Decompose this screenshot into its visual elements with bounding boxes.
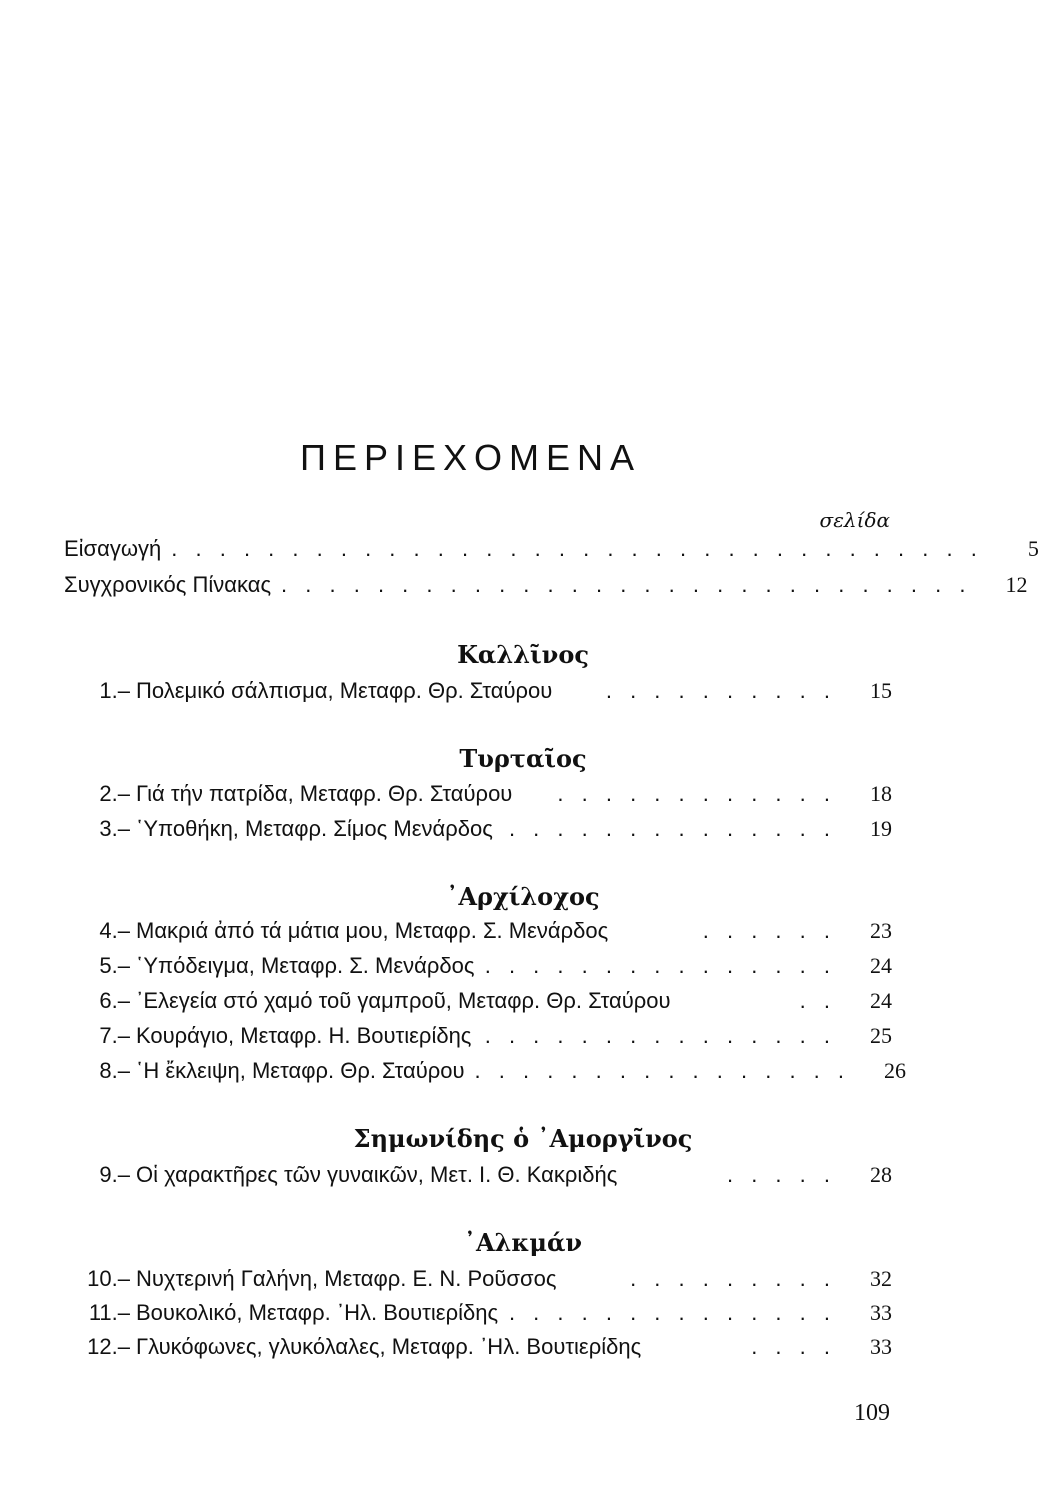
- entry-title: Οἱ χαρακτῆρες τῶν γυναικῶν, Μετ. Ι. Θ. Κακριδής: [136, 1162, 618, 1187]
- leader-dots: . . . .: [751, 1334, 836, 1359]
- entry-number: 4.–: [99, 918, 130, 943]
- entry-number: 7.–: [99, 1023, 130, 1048]
- entry-page-number: 15: [870, 678, 892, 703]
- entry-page-number: 25: [870, 1023, 892, 1048]
- entry-title: Συγχρονικός Πίνακας: [64, 572, 272, 597]
- entry-number: 5.–: [99, 953, 130, 978]
- toc-entry-6: [64, 984, 892, 1018]
- page-folio-number: 109: [854, 1400, 890, 1426]
- leader-dots: . . . . . . . . . . . .: [557, 781, 836, 806]
- entry-title: Γιά τήν πατρίδα, Μεταφρ. Θρ. Σταύρου: [136, 781, 513, 806]
- toc-entry-4: [64, 914, 892, 948]
- entry-title: Εἰσαγωγή: [64, 536, 162, 561]
- entry-page-number: 33: [870, 1300, 892, 1325]
- leader-dots: . . . . . . . . . . . . . .: [508, 816, 836, 841]
- entry-title: ᾿Ελεγεία στό χαμό τοῦ γαμπροῦ, Μεταφρ. Θρ. Σταύρου: [136, 988, 671, 1013]
- entry-number: 6.–: [99, 988, 130, 1013]
- entry-page-number: 28: [870, 1162, 892, 1187]
- entry-number: 11.–: [88, 1300, 130, 1325]
- section-heading-tyrtaios: Τυρταῖος: [459, 744, 587, 773]
- leader-dots: . . . . . .: [702, 918, 836, 943]
- leader-dots: . . . . .: [726, 1162, 836, 1187]
- entry-title: ῾Η ἔκλειψη, Μεταφρ. Θρ. Σταύρου: [136, 1058, 465, 1083]
- leader-dots: . . . . . . . . . . . . . . . .: [474, 1058, 851, 1083]
- entry-title: Πολεμικό σάλπισμα, Μεταφρ. Θρ. Σταύρου: [136, 678, 553, 703]
- leader-dots: . . . . . . . . . . . . . . . . . . . . . . . . . . . . . . . . . .: [171, 536, 983, 561]
- toc-entry-1: [64, 674, 892, 708]
- leader-dots: . . . . . . . . .: [630, 1266, 836, 1291]
- entry-page-number: 18: [870, 781, 892, 806]
- toc-entry-introduction: [64, 532, 1039, 566]
- toc-entry-11: [64, 1296, 892, 1330]
- entry-title: Κουράγιο, Μεταφρ. Η. Βουτιερίδης: [136, 1023, 472, 1048]
- entry-title: Νυχτερινή Γαλήνη, Μεταφρ. Ε. Ν. Ροῦσσος: [136, 1266, 557, 1291]
- leader-dots: . . . . . . . . . .: [605, 678, 836, 703]
- entry-number: 9.–: [99, 1162, 130, 1187]
- toc-entry-3: [64, 812, 892, 846]
- entry-page-number: 26: [884, 1058, 907, 1083]
- toc-entry-10: [64, 1262, 892, 1296]
- entry-title: ῾Υπόδειγμα, Μεταφρ. Σ. Μενάρδος: [136, 953, 475, 978]
- entry-number: 12.–: [87, 1334, 130, 1359]
- entry-page-number: 23: [870, 918, 892, 943]
- entry-number: 1.–: [99, 678, 130, 703]
- toc-entry-7: [64, 1019, 892, 1053]
- entry-number: 10.–: [87, 1266, 130, 1291]
- entry-page-number: 24: [870, 953, 892, 978]
- entry-title: ῾Υποθήκη, Μεταφρ. Σίμος Μενάρδος: [136, 816, 493, 841]
- entry-page-number: 32: [870, 1266, 892, 1291]
- toc-entry-8: [64, 1054, 907, 1088]
- leader-dots: . .: [799, 988, 836, 1013]
- toc-entry-12: [64, 1330, 892, 1364]
- section-heading-archilochos: ᾿Αρχίλοχος: [446, 882, 600, 911]
- entry-title: Μακριά ἀπό τά μάτια μου, Μεταφρ. Σ. Μενάρδος: [136, 918, 609, 943]
- section-heading-semonides: Σημωνίδης ὁ ᾿Αμοργῖνος: [353, 1124, 693, 1153]
- entry-title: Γλυκόφωνες, γλυκόλαλες, Μεταφρ. ᾿Ηλ. Βουτιερίδης: [136, 1334, 642, 1359]
- section-heading-kallinos: Καλλῖνος: [457, 640, 589, 669]
- entry-page-number: 5: [1027, 536, 1039, 561]
- toc-entry-2: [64, 777, 892, 811]
- entry-number: 3.–: [99, 816, 130, 841]
- page-title: ΠΕΡΙΕΧΟΜΕΝΑ: [300, 437, 642, 478]
- page-column-label: σελίδα: [819, 508, 890, 532]
- leader-dots: . . . . . . . . . . . . . . .: [484, 1023, 836, 1048]
- entry-page-number: 33: [870, 1334, 892, 1359]
- entry-page-number: 19: [870, 816, 892, 841]
- leader-dots: . . . . . . . . . . . . . .: [508, 1300, 836, 1325]
- leader-dots: . . . . . . . . . . . . . . .: [484, 953, 836, 978]
- entry-page-number: 12: [1005, 572, 1028, 597]
- toc-entry-9: [64, 1158, 892, 1192]
- entry-number: 8.–: [99, 1058, 130, 1083]
- entry-number: 2.–: [99, 781, 130, 806]
- section-heading-alkman: ᾿Αλκμάν: [463, 1228, 583, 1257]
- toc-entry-5: [64, 949, 892, 983]
- entry-page-number: 24: [870, 988, 892, 1013]
- entry-title: Βουκολικό, Μεταφρ. ᾿Ηλ. Βουτιερίδης: [136, 1300, 499, 1325]
- leader-dots: . . . . . . . . . . . . . . . . . . . . . . . . . . . . .: [281, 572, 972, 597]
- toc-entry-chronology: [64, 568, 1028, 602]
